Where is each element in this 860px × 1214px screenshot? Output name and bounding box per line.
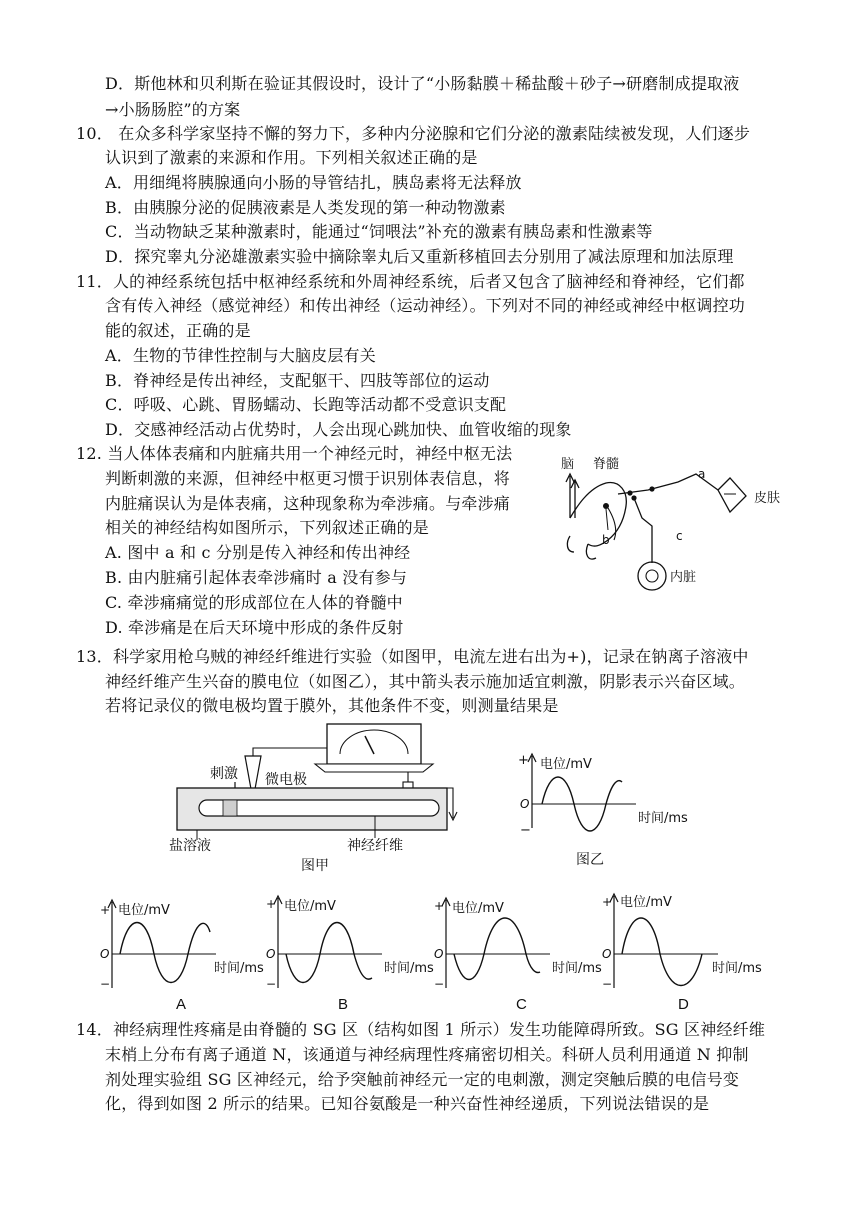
- q12-option-b: B. 由内脏痛引起体表牵涉痛时 a 没有参与: [105, 568, 408, 587]
- q13-stem-line3: 若将记录仪的微电极均置于膜外，其他条件不变，则测量结果是: [105, 696, 559, 715]
- figure-yi-caption: 图乙: [576, 852, 604, 868]
- q12-stem-line4: 相关的神经结构如图所示，下列叙述正确的是: [105, 518, 430, 537]
- graph-b-xlabel: 时间/ms: [384, 961, 434, 976]
- q14-stem-line2: 末梢上分布有离子通道 N，该通道与神经病理性疼痛密切相关。科研人员利用通道 N 抑制: [105, 1045, 749, 1064]
- q14-stem-line3: 剂处理实验组 SG 区神经元，给予突触前神经元一定的电刺激，测定突触后膜的电信号变: [105, 1070, 740, 1089]
- q10-option-c: C．当动物缺乏某种激素时，能通过“饲喂法”补充的激素有胰岛素和性激素等: [105, 222, 653, 241]
- figure-yi-graph: [510, 748, 710, 878]
- q10-option-b: B．由胰腺分泌的促胰液素是人类发现的第一种动物激素: [105, 198, 506, 217]
- yi-origin: O: [520, 797, 530, 811]
- graph-c-origin: O: [434, 947, 444, 961]
- q13-stem-line1: 13．科学家用枪乌贼的神经纤维进行实验（如图甲，电流左进右出为+)，记录在钠离子溶液中: [76, 647, 749, 666]
- option-b-label: B: [338, 996, 349, 1013]
- yi-ylabel: 电位/mV: [540, 757, 592, 772]
- option-c-label: C: [516, 996, 527, 1013]
- stim-label: 刺激: [210, 766, 238, 782]
- graph-d-xlabel: 时间/ms: [712, 961, 762, 976]
- q10-option-d: D．探究睾丸分泌雄激素实验中摘除睾丸后又重新移植回去分别用了减法原理和加法原理: [105, 247, 734, 266]
- q9-option-d-line2: →小肠肠腔”的方案: [105, 100, 241, 119]
- figure-jia-caption: 图甲: [301, 858, 329, 874]
- q11-option-c: C．呼吸、心跳、胃肠蠕动、长跑等活动都不受意识支配: [105, 395, 507, 414]
- q11-stem-line1: 11．人的神经系统包括中枢神经系统和外周神经系统，后者又包含了脑神经和脊神经，它们都: [76, 272, 745, 291]
- graph-c-plus: +: [434, 899, 445, 913]
- q14-stem-line1: 14．神经病理性疼痛是由脊髓的 SG 区（结构如图 1 所示）发生功能障碍所致。SG 区神经纤维: [76, 1020, 766, 1039]
- graph-b-origin: O: [266, 947, 276, 961]
- spine-label: 脊髓: [593, 457, 620, 472]
- referred-pain-diagram: [548, 448, 798, 598]
- q10-stem-line1: 10． 在众多科学家坚持不懈的努力下，多种内分泌腺和它们分泌的激素陆续被发现，人们逐步: [76, 124, 751, 143]
- graph-c-xlabel: 时间/ms: [552, 961, 602, 976]
- graph-d-plus: +: [602, 895, 613, 909]
- yi-minus: −: [520, 823, 531, 838]
- label-a: a: [698, 467, 706, 481]
- q12-option-d: D. 牵涉痛是在后天环境中形成的条件反射: [105, 618, 404, 637]
- graph-c-ylabel: 电位/mV: [452, 901, 504, 916]
- graph-b-minus: −: [266, 977, 277, 991]
- graph-d: [602, 894, 762, 991]
- graph-b: [266, 896, 434, 991]
- graph-a: [100, 900, 264, 991]
- skin-label: 皮肤: [754, 491, 781, 506]
- salt-label: 盐溶液: [169, 838, 211, 854]
- brain-label: 脑: [561, 457, 575, 472]
- figure-jia-apparatus: [165, 718, 465, 878]
- graph-d-ylabel: 电位/mV: [620, 895, 672, 910]
- q11-option-d: D．交感神经活动占优势时，人会出现心跳加快、血管收缩的现象: [105, 420, 572, 439]
- option-a-label: A: [176, 996, 187, 1013]
- electrode-label: 微电极: [265, 772, 307, 788]
- q12-stem-line2: 判断刺激的来源，但神经中枢更习惯于识别体表信息，将: [105, 469, 511, 488]
- label-c: c: [676, 529, 683, 543]
- graph-b-plus: +: [266, 897, 277, 911]
- graph-a-ylabel: 电位/mV: [118, 903, 170, 918]
- q11-option-a: A．生物的节律性控制与大脑皮层有关: [105, 346, 376, 365]
- q14-stem-line4: 化，得到如图 2 所示的结果。已知谷氨酸是一种兴奋性神经递质，下列说法错误的是: [105, 1094, 710, 1113]
- yi-plus: +: [518, 753, 529, 768]
- fiber-label: 神经纤维: [347, 838, 403, 854]
- option-graphs: [96, 892, 796, 992]
- q12-stem-line1: 12. 当人体体表痛和内脏痛共用一个神经元时，神经中枢无法: [76, 444, 513, 463]
- graph-a-origin: O: [100, 947, 110, 961]
- q10-stem-line2: 认识到了激素的来源和作用。下列相关叙述正确的是: [105, 148, 478, 167]
- q11-stem-line2: 含有传入神经（感觉神经）和传出神经（运动神经）。下列对不同的神经或神经中枢调控功: [105, 296, 746, 315]
- q9-option-d-line1: D．斯他林和贝利斯在验证其假设时，设计了“小肠黏膜＋稀盐酸＋砂子→研磨制成提取液: [105, 74, 740, 93]
- graph-d-origin: O: [602, 947, 612, 961]
- graph-a-xlabel: 时间/ms: [214, 961, 264, 976]
- graph-b-ylabel: 电位/mV: [284, 899, 336, 914]
- q12-option-c: C. 牵涉痛痛觉的形成部位在人体的脊髓中: [105, 593, 403, 612]
- graph-a-plus: +: [100, 903, 111, 917]
- q12-stem-line3: 内脏痛误认为是体表痛，这种现象称为牵涉痛。与牵涉痛: [105, 494, 511, 513]
- q11-option-b: B．脊神经是传出神经，支配躯干、四肢等部位的运动: [105, 371, 490, 390]
- organ-label: 内脏: [670, 570, 697, 585]
- q13-stem-line2: 神经纤维产生兴奋的膜电位（如图乙），其中箭头表示施加适宜刺激，阴影表示兴奋区域。: [105, 672, 746, 691]
- graph-d-minus: −: [602, 977, 613, 991]
- q12-option-a: A. 图中 a 和 c 分别是传入神经和传出神经: [105, 543, 411, 562]
- label-b: b: [602, 533, 610, 547]
- graph-a-minus: −: [100, 977, 111, 991]
- q10-option-a: A．用细绳将胰腺通向小肠的导管结扎，胰岛素将无法释放: [105, 173, 522, 192]
- option-d-label: D: [678, 996, 689, 1013]
- yi-xlabel: 时间/ms: [638, 811, 688, 826]
- graph-c: [434, 898, 602, 991]
- q11-stem-line3: 能的叙述，正确的是: [105, 321, 251, 340]
- graph-c-minus: −: [434, 977, 445, 991]
